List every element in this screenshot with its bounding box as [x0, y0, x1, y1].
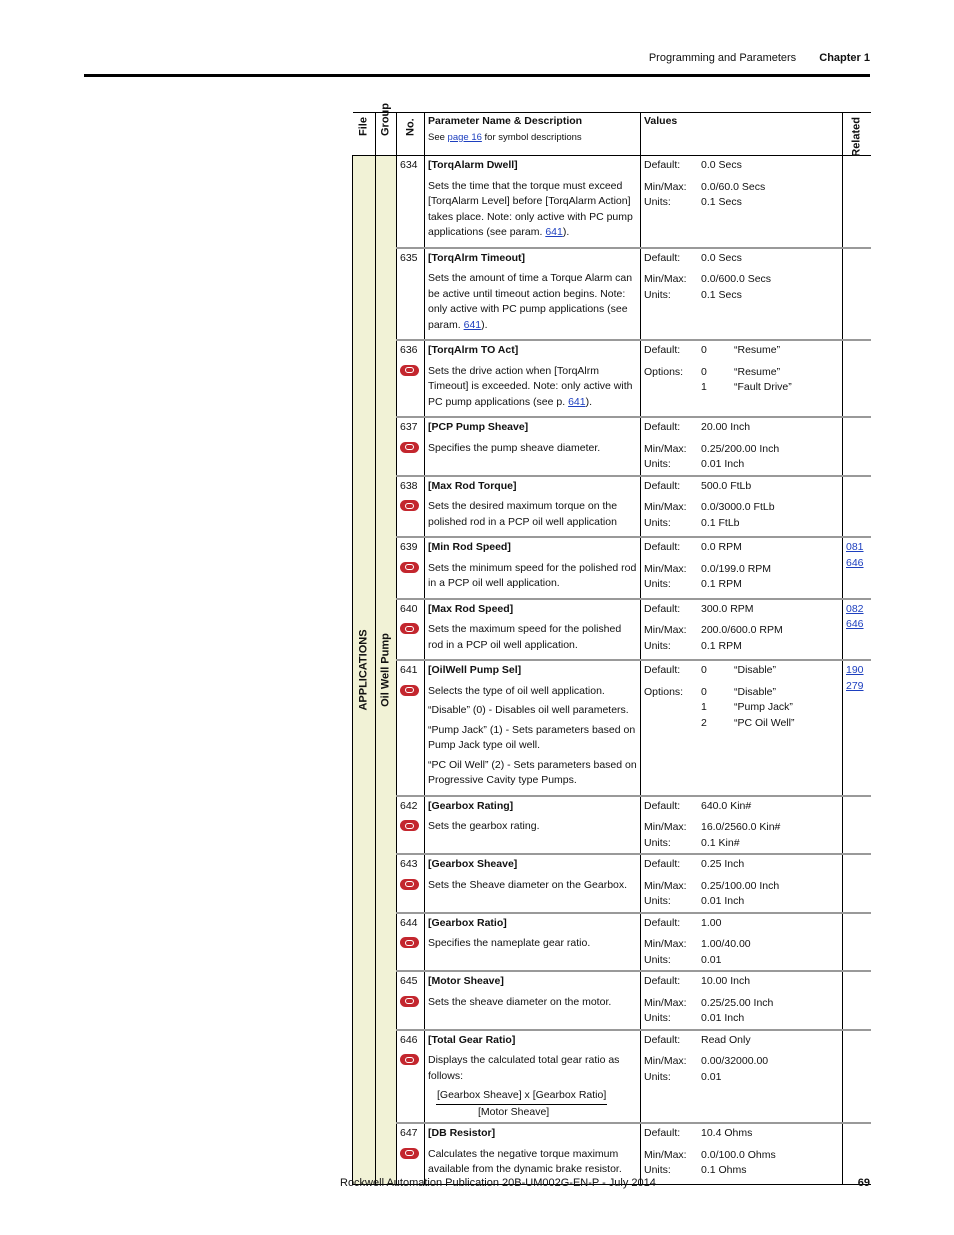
param-description: Sets the maximum speed for the polished rod in a PCP oil well application.	[428, 623, 622, 651]
related-param-link[interactable]: 279	[846, 679, 864, 692]
param-no-cell	[397, 913, 425, 972]
minmax-value: 0.25/25.00 Inch	[701, 996, 774, 1009]
table-header-row	[353, 113, 871, 156]
default-row	[644, 663, 839, 679]
param-related-cell	[843, 1123, 871, 1184]
default-row	[644, 158, 839, 174]
param-description: Sets the minimum speed for the polished rod in a PCP oil well application.	[428, 561, 637, 589]
default-value: 0.0 RPM	[701, 541, 742, 553]
param-related-cell	[843, 796, 871, 855]
col-header-group: Group	[376, 113, 397, 156]
param-number: 641	[400, 664, 418, 676]
minmax-row	[644, 623, 839, 639]
default-row-label: Default:	[644, 916, 681, 929]
related-param-link[interactable]: 081	[846, 541, 864, 553]
parameter-table	[352, 102, 871, 1185]
units-row	[644, 1011, 839, 1027]
default-value: 0	[701, 664, 707, 676]
param-description: Sets the desired maximum torque on the polished rod in a PCP oil well application	[428, 500, 618, 528]
param-values-cell	[641, 340, 843, 417]
minmax-row	[644, 180, 839, 196]
param-ref-link[interactable]: 641	[568, 395, 586, 408]
default-text: “Disable”	[734, 664, 777, 676]
related-param-link[interactable]: 082	[846, 602, 864, 615]
stop-symbol-icon	[400, 623, 419, 634]
param-no-cell	[397, 1030, 425, 1124]
minmax-value: 0.0/60.0 Secs	[701, 180, 766, 193]
param-description: Selects the type of oil well application.	[428, 684, 605, 697]
param-number: 634	[400, 159, 418, 171]
param-desc-cell	[425, 796, 641, 855]
option-description: “Pump Jack” (1) - Sets parameters based on Pump Jack type oil well.	[428, 723, 636, 751]
param-values-cell	[641, 156, 843, 248]
units-row-label: Units:	[644, 516, 671, 529]
param-description	[428, 271, 637, 333]
group-cell	[376, 156, 397, 1185]
param-ref-link[interactable]: 641	[545, 226, 563, 238]
param-desc-cell	[425, 537, 641, 599]
param-name: [Motor Sheave]	[428, 975, 504, 987]
param-description: Specifies the pump sheave diameter.	[428, 441, 601, 454]
default-value: 0.0 Secs	[701, 251, 742, 264]
stop-symbol-icon	[400, 820, 419, 831]
param-no-cell	[397, 248, 425, 341]
minmax-row-label: Min/Max:	[644, 879, 687, 892]
option-value: 0	[701, 685, 707, 698]
formula-denominator: [Motor Sheave]	[478, 1105, 550, 1118]
related-param-link[interactable]: 190	[846, 664, 864, 676]
param-desc-cell	[425, 599, 641, 661]
stop-symbol-icon	[400, 685, 419, 696]
param-name: [Total Gear Ratio]	[428, 1033, 516, 1046]
param-no-cell	[397, 417, 425, 476]
units-row	[644, 516, 839, 532]
param-values-cell	[641, 796, 843, 855]
option-value: 1	[701, 701, 707, 713]
units-row-label: Units:	[644, 639, 671, 652]
default-value: 0	[701, 344, 707, 356]
param-no-cell	[397, 854, 425, 913]
units-row	[644, 1070, 839, 1086]
param-desc-cell	[425, 248, 641, 341]
table-row	[353, 476, 871, 538]
param-no-cell	[397, 971, 425, 1030]
option-row	[644, 700, 839, 716]
param-number: 644	[400, 916, 418, 929]
param-related-cell	[843, 340, 871, 417]
units-value: 0.1 RPM	[701, 578, 742, 590]
option-text: “Pump Jack”	[734, 701, 793, 713]
param-name: [TorqAlrm Timeout]	[428, 251, 526, 264]
default-row	[644, 857, 839, 873]
param-number: 643	[400, 858, 418, 870]
option-description: “Disable” (0) - Disables oil well parameters.	[428, 704, 629, 716]
minmax-row-label: Min/Max:	[644, 501, 687, 513]
units-value: 0.1 RPM	[701, 639, 742, 652]
stop-symbol-icon	[400, 937, 419, 948]
desc-text-end: ).	[481, 318, 488, 331]
units-value: 0.01 Inch	[701, 895, 745, 907]
param-related-cell	[843, 156, 871, 248]
param-number: 647	[400, 1127, 418, 1139]
param-values-cell	[641, 537, 843, 599]
table-row	[353, 1030, 871, 1124]
stop-symbol-icon	[400, 500, 419, 511]
formula-numerator: [Gearbox Sheave] x [Gearbox Ratio]	[436, 1088, 607, 1105]
param-number: 646	[400, 1033, 418, 1046]
default-value: 0.25 Inch	[701, 858, 745, 870]
minmax-row-label: Min/Max:	[644, 273, 687, 285]
stop-symbol-icon	[400, 879, 419, 890]
default-row	[644, 974, 839, 990]
option-row	[644, 685, 839, 701]
default-row	[644, 540, 839, 556]
param-no-cell	[397, 796, 425, 855]
default-text: “Resume”	[734, 344, 781, 356]
default-row	[644, 916, 839, 932]
default-value: 10.00 Inch	[701, 975, 751, 987]
default-row-label: Default:	[644, 1127, 681, 1139]
minmax-row	[644, 562, 839, 578]
default-row	[644, 251, 839, 267]
param-related-cell	[843, 537, 871, 599]
stop-symbol-icon	[400, 996, 419, 1007]
default-row-label: Default:	[644, 159, 681, 171]
options-label: Options:	[644, 685, 684, 698]
param-related-cell	[843, 476, 871, 538]
default-row	[644, 343, 839, 359]
desc-text: Sets the drive action when [TorqAlrm Timeout] is exceeded. Note: only active with PC pump applications (see p.	[428, 364, 633, 408]
units-value: 0.1 FtLb	[701, 516, 740, 529]
option-value: 1	[701, 381, 707, 393]
table-row	[353, 796, 871, 855]
default-value: 0.0 Secs	[701, 159, 742, 171]
minmax-value: 0.0/3000.0 FtLb	[701, 501, 775, 513]
table-row	[353, 599, 871, 661]
col-header-values: Values	[641, 113, 843, 156]
param-name: [TorqAlrm TO Act]	[428, 344, 519, 356]
option-description: “PC Oil Well” (2) - Sets parameters based on Progressive Cavity type Pumps.	[428, 758, 637, 786]
default-row-label: Default:	[644, 975, 681, 987]
param-values-cell	[641, 913, 843, 972]
param-values-cell	[641, 971, 843, 1030]
desc-text-end: ).	[585, 395, 593, 408]
default-row-label: Default:	[644, 421, 681, 433]
running-header	[649, 52, 870, 64]
units-value: 0.1 Ohms	[701, 1164, 747, 1176]
section-title: Programming and Parameters	[648, 52, 797, 64]
col-header-file: File	[353, 113, 376, 156]
param-related-cell	[843, 417, 871, 476]
units-row-label: Units:	[644, 1164, 671, 1176]
param-values-cell	[641, 660, 843, 796]
minmax-row-label: Min/Max:	[644, 1055, 687, 1067]
param-name: [Gearbox Sheave]	[428, 858, 518, 870]
minmax-row	[644, 500, 839, 516]
minmax-row-label: Min/Max:	[644, 180, 687, 193]
minmax-value: 0.0/199.0 RPM	[701, 562, 772, 575]
param-related-cell	[843, 1030, 871, 1124]
option-text: “Fault Drive”	[734, 381, 792, 393]
default-row	[644, 420, 839, 436]
units-row-label: Units:	[644, 1012, 671, 1024]
param-values-cell	[641, 599, 843, 661]
page-number: 69	[857, 1177, 870, 1189]
param-values-cell	[641, 417, 843, 476]
minmax-value: 0.00/32000.00	[701, 1055, 769, 1067]
default-row-label: Default:	[644, 479, 681, 492]
param-desc-cell	[425, 1123, 641, 1184]
param-desc-cell	[425, 971, 641, 1030]
default-row-label: Default:	[644, 344, 681, 356]
units-row-label: Units:	[644, 1070, 671, 1083]
units-row	[644, 1163, 839, 1179]
minmax-value: 200.0/600.0 RPM	[701, 624, 783, 636]
param-description: Calculates the negative torque maximum available from the dynamic brake resistor.	[428, 1147, 622, 1175]
minmax-value: 0.0/600.0 Secs	[701, 273, 772, 285]
param-related-cell	[843, 248, 871, 341]
table-row	[353, 248, 871, 341]
stop-symbol-icon	[400, 1148, 419, 1159]
minmax-row	[644, 996, 839, 1012]
units-row-label: Units:	[644, 288, 671, 301]
param-description	[428, 364, 637, 411]
group-label: Oil Well Pump	[379, 632, 392, 707]
minmax-value: 1.00/40.00	[701, 938, 751, 950]
units-value: 0.1 Secs	[701, 288, 742, 301]
param-number: 637	[400, 421, 418, 433]
col-header-no: No.	[397, 113, 425, 156]
param-name: [Min Rod Speed]	[428, 541, 511, 553]
default-row	[644, 1126, 839, 1142]
param-desc-cell	[425, 1030, 641, 1124]
stop-symbol-icon	[400, 365, 419, 376]
param-related-cell	[843, 660, 871, 796]
default-row-label: Default:	[644, 541, 681, 553]
units-value: 0.1 Kin#	[701, 836, 740, 849]
param-description: Sets the gearbox rating.	[428, 820, 540, 832]
minmax-row	[644, 442, 839, 458]
default-row-label: Default:	[644, 858, 681, 870]
minmax-row-label: Min/Max:	[644, 821, 687, 833]
param-values-cell	[641, 854, 843, 913]
param-values-cell	[641, 476, 843, 538]
table-row	[353, 913, 871, 972]
file-cell	[353, 156, 376, 1185]
units-row-label: Units:	[644, 458, 671, 470]
default-value: 300.0 RPM	[701, 602, 754, 615]
units-value: 0.01 Inch	[701, 1012, 745, 1024]
units-row	[644, 953, 839, 969]
param-values-cell	[641, 248, 843, 341]
option-text: “Resume”	[734, 365, 781, 378]
param-description: Specifies the nameplate gear ratio.	[428, 937, 591, 949]
param-number: 636	[400, 344, 418, 356]
units-row	[644, 288, 839, 304]
param-desc-cell	[425, 913, 641, 972]
param-description: Sets the Sheave diameter on the Gearbox.	[428, 878, 628, 891]
minmax-row	[644, 937, 839, 953]
param-desc-cell	[425, 417, 641, 476]
table-row	[353, 660, 871, 796]
default-row-label: Default:	[644, 1033, 681, 1046]
param-related-cell	[843, 913, 871, 972]
units-value: 0.01	[701, 1070, 722, 1083]
table-row	[353, 537, 871, 599]
param-values-cell	[641, 1123, 843, 1184]
minmax-row-label: Min/Max:	[644, 562, 687, 575]
param-description	[428, 179, 637, 241]
param-no-cell	[397, 340, 425, 417]
default-row	[644, 479, 839, 495]
param-related-cell	[843, 599, 871, 661]
minmax-row	[644, 1054, 839, 1070]
units-row	[644, 577, 839, 593]
option-row	[644, 716, 839, 732]
minmax-row-label: Min/Max:	[644, 1148, 687, 1161]
desc-text: Sets the time that the torque must exceed [TorqAlarm Level] before [TorqAlarm Action] takes place. Note: only active with PC pump applications (see param.	[428, 179, 633, 238]
units-value: 0.01 Inch	[701, 458, 745, 470]
units-row-label: Units:	[644, 836, 671, 849]
default-value: 1.00	[701, 916, 722, 929]
default-value: Read Only	[701, 1033, 751, 1046]
param-name: [DB Resistor]	[428, 1127, 496, 1139]
option-text: “Disable”	[734, 685, 777, 698]
param-name: [Max Rod Torque]	[428, 479, 517, 492]
minmax-row-label: Min/Max:	[644, 624, 687, 636]
option-value: 0	[701, 365, 707, 378]
publication-footer: Rockwell Automation Publication 20B-UM002G-EN-P - July 2014	[340, 1177, 656, 1189]
units-value: 0.01	[701, 953, 722, 966]
stop-symbol-icon	[400, 1054, 419, 1065]
default-row	[644, 799, 839, 815]
col-header-related: Related	[843, 113, 871, 156]
related-param-link[interactable]: 646	[846, 618, 864, 630]
param-desc-cell	[425, 340, 641, 417]
default-value: 10.4 Ohms	[701, 1127, 753, 1139]
options-label: Options:	[644, 365, 684, 378]
default-row	[644, 1033, 839, 1049]
minmax-value: 0.25/200.00 Inch	[701, 442, 780, 455]
table-row	[353, 971, 871, 1030]
default-value: 640.0 Kin#	[701, 799, 752, 812]
param-related-cell	[843, 971, 871, 1030]
units-row-label: Units:	[644, 196, 671, 208]
default-row-label: Default:	[644, 602, 681, 615]
param-name: [Gearbox Rating]	[428, 799, 514, 812]
param-description: Displays the calculated total gear ratio as follows:	[428, 1054, 620, 1082]
param-name: [PCP Pump Sheave]	[428, 421, 529, 433]
units-value: 0.1 Secs	[701, 196, 742, 208]
units-row	[644, 639, 839, 655]
param-number: 635	[400, 251, 418, 264]
units-row	[644, 836, 839, 852]
minmax-row	[644, 879, 839, 895]
param-no-cell	[397, 1123, 425, 1184]
desc-text: Sets the amount of time a Torque Alarm can be active until timeout action begins. Note: only active with PC pump applications (see param.	[428, 272, 633, 331]
param-desc-cell	[425, 156, 641, 248]
units-row	[644, 195, 839, 211]
related-param-link[interactable]: 646	[846, 556, 864, 569]
param-no-cell	[397, 476, 425, 538]
col-header-name: Parameter Name & Description See page 16 for symbol descriptions	[425, 113, 641, 156]
param-related-cell	[843, 854, 871, 913]
default-row-label: Default:	[644, 664, 681, 676]
param-desc-cell	[425, 476, 641, 538]
units-row-label: Units:	[644, 895, 671, 907]
param-ref-link[interactable]: 641	[463, 318, 482, 331]
param-number: 645	[400, 975, 418, 987]
param-no-cell	[397, 660, 425, 796]
desc-text-end: ).	[562, 226, 570, 238]
param-no-cell	[397, 537, 425, 599]
default-row-label: Default:	[644, 251, 681, 264]
symbol-page-link[interactable]: page 16	[447, 131, 482, 143]
minmax-row	[644, 820, 839, 836]
param-number: 638	[400, 479, 418, 492]
table-row	[353, 156, 871, 248]
stop-symbol-icon	[400, 562, 419, 573]
minmax-value: 16.0/2560.0 Kin#	[701, 821, 781, 833]
default-row	[644, 602, 839, 618]
units-row-label: Units:	[644, 578, 671, 590]
minmax-row	[644, 1148, 839, 1164]
gear-ratio-formula	[436, 1088, 637, 1120]
option-row	[644, 365, 839, 381]
chapter-label: Chapter 1	[819, 52, 870, 64]
param-no-cell	[397, 156, 425, 248]
param-number: 640	[400, 602, 418, 615]
option-row	[644, 380, 839, 396]
header-rule	[84, 74, 870, 77]
minmax-row-label: Min/Max:	[644, 996, 687, 1009]
param-name: [TorqAlarm Dwell]	[428, 159, 518, 171]
param-desc-cell	[425, 854, 641, 913]
option-text: “PC Oil Well”	[734, 716, 795, 729]
units-row-label: Units:	[644, 953, 671, 966]
file-label: APPLICATIONS	[357, 629, 370, 711]
param-number: 642	[400, 799, 418, 812]
minmax-row-label: Min/Max:	[644, 442, 687, 455]
default-row-label: Default:	[644, 799, 681, 812]
param-no-cell	[397, 599, 425, 661]
minmax-value: 0.25/100.00 Inch	[701, 879, 780, 892]
minmax-value: 0.0/100.0 Ohms	[701, 1148, 776, 1161]
stop-symbol-icon	[400, 442, 419, 453]
minmax-row-label: Min/Max:	[644, 938, 687, 950]
param-values-cell	[641, 1030, 843, 1124]
default-value: 20.00 Inch	[701, 421, 751, 433]
param-name: [OilWell Pump Sel]	[428, 664, 522, 676]
units-row	[644, 894, 839, 910]
table-row	[353, 417, 871, 476]
param-description: Sets the sheave diameter on the motor.	[428, 995, 612, 1008]
table-row	[353, 1123, 871, 1184]
option-value: 2	[701, 716, 707, 729]
param-name: [Gearbox Ratio]	[428, 916, 507, 929]
table-row	[353, 340, 871, 417]
param-number: 639	[400, 541, 418, 553]
param-name: [Max Rod Speed]	[428, 602, 514, 615]
table-row	[353, 854, 871, 913]
units-row	[644, 457, 839, 473]
param-desc-cell	[425, 660, 641, 796]
minmax-row	[644, 272, 839, 288]
default-value: 500.0 FtLb	[701, 479, 752, 492]
